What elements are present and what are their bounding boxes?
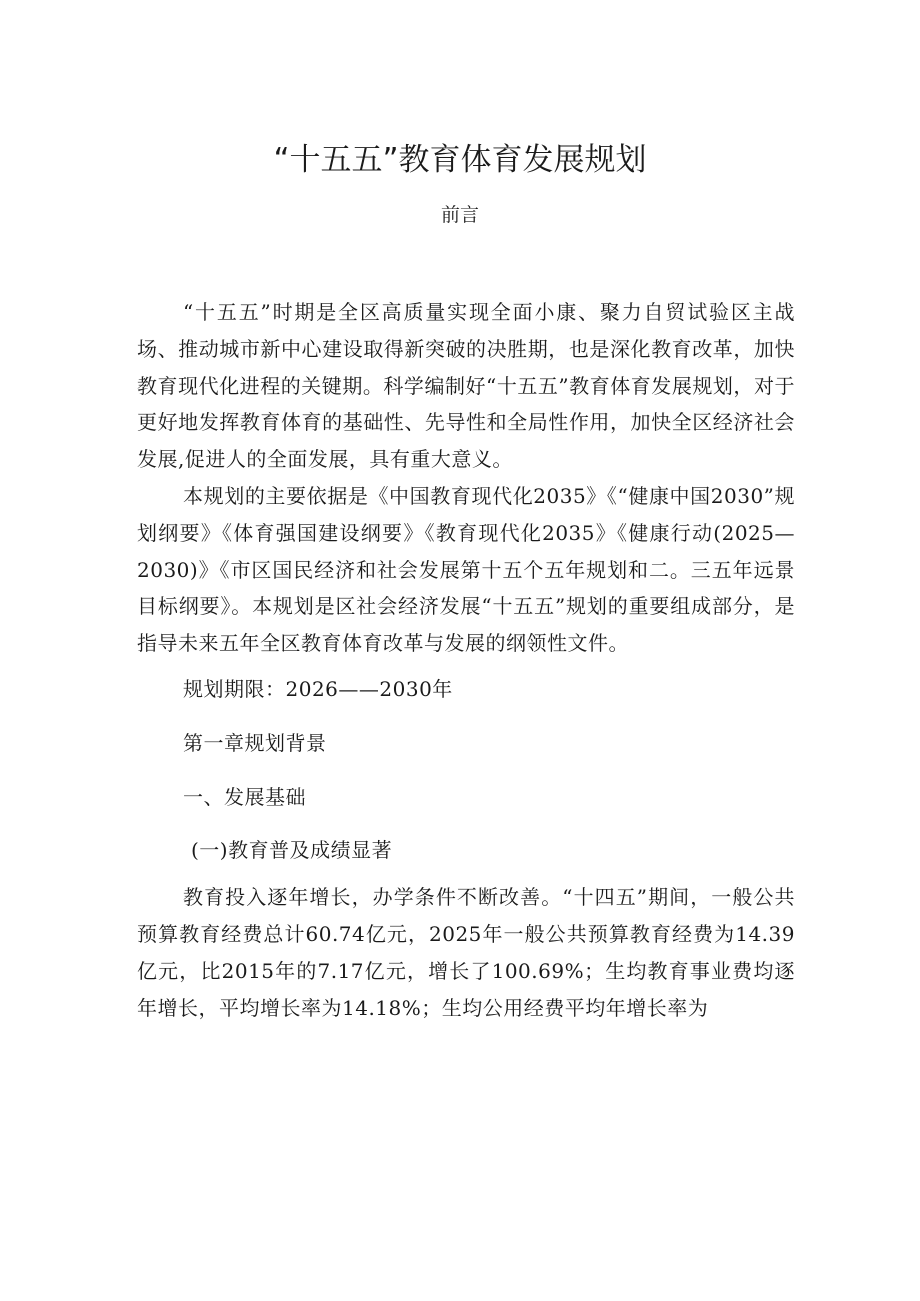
chapter-title: 第一章规划背景	[183, 730, 327, 755]
preface-heading: 前言	[440, 204, 479, 226]
section-heading: 一、发展基础	[183, 784, 306, 809]
preface-paragraph-1: “十五五”时期是全区高质量实现全面小康、聚力自贸试验区主战场、推动城市新中心建设取得新突破的决胜期，也是深化教育改革，加快教育现代化进程的关键期。科学编制好“十五五”教育体育发展规划，对于更好地发挥教育体育的基础性、先导性和全局性作用，加快全区经济社会发展,促进人的全面发展，具有重大意义。	[137, 300, 795, 472]
planning-period: 规划期限：2026——2030年	[183, 676, 453, 701]
document-body	[137, 294, 795, 1026]
document-title: “十五五”教育体育发展规划	[273, 142, 647, 178]
subsection-heading: (一)教育普及成绩显著	[191, 838, 393, 863]
chapter-paragraph-1: 教育投入逐年增长，办学条件不断改善。“十四五”期间，一般公共预算教育经费总计60.74亿元，2025年一般公共预算教育经费为14.39亿元，比2015年的7.17亿元，增长了100.69%；生均教育事业费均逐年增长，平均增长率为14.18%；生均公用经费平均年增长率为	[137, 885, 795, 1020]
preface-paragraph-2: 本规划的主要依据是《中国教育现代化2035》《“健康中国2030”规划纲要》《体育强国建设纲要》《教育现代化2035》《健康行动(2025—2030)》《市区国民经济和社会发展第十五个五年规划和二。三五年远景目标纲要》。本规划是区社会经济发展“十五五”规划的重要组成部分，是指导未来五年全区教育体育改革与发展的纲领性文件。	[137, 483, 795, 656]
